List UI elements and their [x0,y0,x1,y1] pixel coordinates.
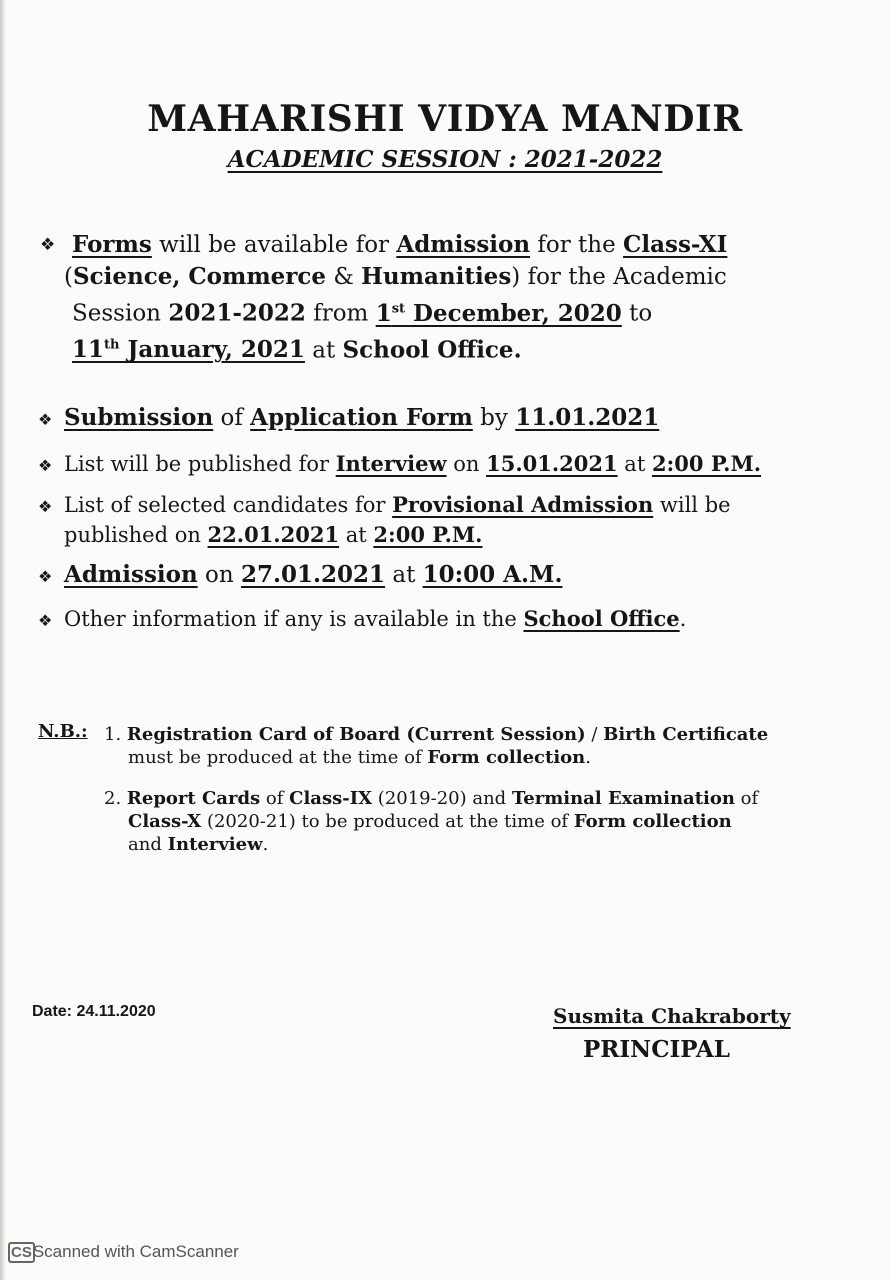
intro-line-1: Forms will be available for Admission for the Class-XI [72,231,728,258]
admission-date-notice: ❖ Admission on 27.01.2021 at 10:00 A.M. [38,561,562,591]
watermark-text: Scanned with CamScanner [32,1242,239,1261]
school-name: MAHARISHI VIDYA MANDIR [147,98,743,140]
academic-session: ACADEMIC SESSION : 2021-2022 [227,146,663,173]
intro-line-4: 11th January, 2021 at School Office. [72,336,522,364]
other-information-notice: ❖ Other information if any is available in the School Office. [38,605,686,635]
submission-notice: ❖ Submission of Application Form by 11.01.2021 [38,404,659,434]
nb-label: N.B.: [38,721,88,742]
bullet-diamond-icon: ❖ [38,497,53,516]
intro-line-2: (Science, Commerce & Humanities) for the Academic [64,263,727,290]
principal-title: PRINCIPAL [583,1036,730,1063]
bullet-diamond-icon: ❖ [38,410,53,429]
nb-item-1: 1. Registration Card of Board (Current Session) / Birth Certificate must be produced at the time of Form collection. [104,724,769,768]
provisional-admission-notice: ❖ List of selected candidates for Provisional Admission will be published on 22.01.2021 at 2:00 P.M. [38,492,731,547]
interview-notice: ❖ List will be published for Interview on 15.01.2021 at 2:00 P.M. [38,450,761,480]
scan-edge-shadow [0,0,6,1280]
bullet-diamond-icon: ❖ [38,611,53,630]
notice-date: Date: 24.11.2020 [32,1003,156,1020]
nb-item-2: 2. Report Cards of Class-IX (2019-20) and Terminal Examination of Class-X (2020-21) to be produced at the time of Form collection and Interview. [104,788,759,855]
intro-line-3: Session 2021-2022 from 1st December, 2020 to [72,299,653,327]
bullet-diamond-icon: ❖ [38,456,53,475]
bullet-diamond-icon: ❖ [38,567,53,586]
camscanner-watermark [8,1242,239,1263]
bullet-diamond-icon: ❖ [40,235,56,255]
camscanner-logo-icon: CS [8,1242,35,1263]
principal-name: Susmita Chakraborty [553,1004,791,1028]
